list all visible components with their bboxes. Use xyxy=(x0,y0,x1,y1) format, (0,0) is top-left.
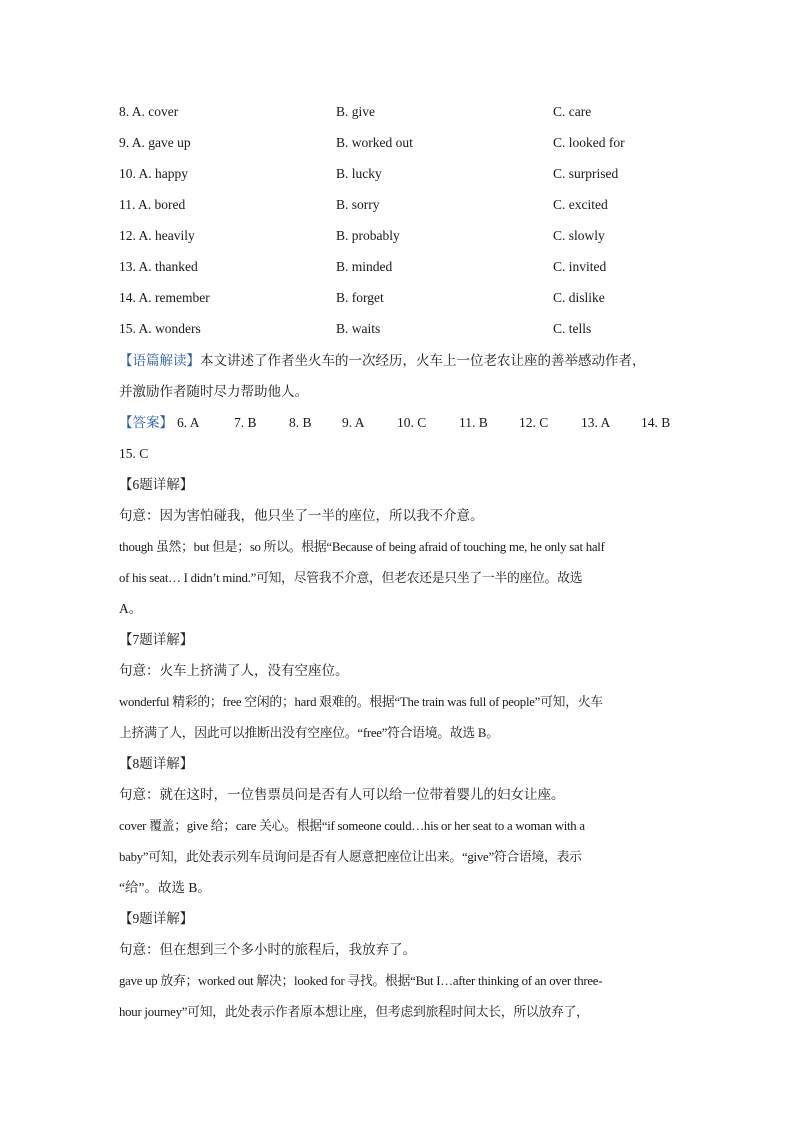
option-b: B. sorry xyxy=(336,197,380,212)
option-a: 15. A. wonders xyxy=(119,321,201,336)
option-row xyxy=(119,288,679,319)
q6-meaning: 句意：因为害怕碰我，他只坐了一半的座位，所以我不介意。 xyxy=(119,508,484,523)
q8-heading: 【8题详解】 xyxy=(119,756,194,771)
option-b: B. forget xyxy=(336,290,384,305)
option-b: B. minded xyxy=(336,259,393,274)
summary-line-1 xyxy=(119,350,679,381)
answer-item: 14. B xyxy=(641,415,671,430)
q9-heading: 【9题详解】 xyxy=(119,911,194,926)
option-list xyxy=(119,102,679,350)
q6-explain-1: though 虽然；but 但是；so 所以。根据“Because of being afraid of touching me, he only sat half xyxy=(119,540,605,554)
option-c: C. invited xyxy=(553,259,607,274)
option-a: 10. A. happy xyxy=(119,166,188,181)
option-row xyxy=(119,226,679,257)
q7-explain-2: 上挤满了人，因此可以推断出没有空座位。“free”符合语境。故选 B。 xyxy=(119,726,499,740)
option-c: C. tells xyxy=(553,321,592,336)
answer-last: 15. C xyxy=(119,446,149,461)
option-a: 11. A. bored xyxy=(119,197,186,212)
q8-explain-2: baby”可知，此处表示列车员询问是否有人愿意把座位让出来。“give”符合语境，表示 xyxy=(119,850,582,864)
option-row xyxy=(119,319,679,350)
q8-meaning: 句意：就在这时，一位售票员问是否有人可以给一位带着婴儿的妇女让座。 xyxy=(119,787,565,802)
option-c: C. dislike xyxy=(553,290,605,305)
answer-item: 12. C xyxy=(519,415,549,430)
option-c: C. care xyxy=(553,104,592,119)
answer-item: 9. A xyxy=(342,415,365,430)
q6-explain-3: A。 xyxy=(119,601,143,616)
q6-heading: 【6题详解】 xyxy=(119,477,194,492)
answer-tag: 【答案】 xyxy=(119,415,173,430)
answer-line xyxy=(119,412,679,443)
answer-item: 10. C xyxy=(397,415,427,430)
option-row xyxy=(119,164,679,195)
option-b: B. probably xyxy=(336,228,400,243)
answer-item: 8. B xyxy=(289,415,312,430)
option-c: C. slowly xyxy=(553,228,605,243)
q7-explain-1: wonderful 精彩的；free 空闲的；hard 艰难的。根据“The train was full of people”可知，火车 xyxy=(119,695,603,709)
option-a: 13. A. thanked xyxy=(119,259,198,274)
option-a: 8. A. cover xyxy=(119,104,179,119)
q8-explain-3: “给”。故选 B。 xyxy=(119,880,211,895)
q6-explain-2: of his seat… I didn’t mind.”可知，尽管我不介意，但老农还是只坐了一半的座位。故选 xyxy=(119,571,583,585)
option-row xyxy=(119,195,679,226)
option-a: 12. A. heavily xyxy=(119,228,195,243)
option-b: B. give xyxy=(336,104,375,119)
q9-explain-2: hour journey”可知，此处表示作者原本想让座，但考虑到旅程时间太长，所以放弃了， xyxy=(119,1005,589,1019)
option-b: B. waits xyxy=(336,321,381,336)
option-a: 9. A. gave up xyxy=(119,135,191,150)
answer-item: 13. A xyxy=(581,415,611,430)
option-c: C. excited xyxy=(553,197,608,212)
answer-item: 6. A xyxy=(177,415,200,430)
option-row xyxy=(119,133,679,164)
option-row xyxy=(119,102,679,133)
answer-item: 11. B xyxy=(459,415,488,430)
q9-meaning: 句意：但在想到三个多小时的旅程后，我放弃了。 xyxy=(119,942,416,957)
option-c: C. surprised xyxy=(553,166,619,181)
summary-line-2: 并激励作者随时尽力帮助他人。 xyxy=(119,384,308,399)
q9-explain-1: gave up 放弃；worked out 解决；looked for 寻找。根据“But I…after thinking of an over three- xyxy=(119,974,603,988)
q7-heading: 【7题详解】 xyxy=(119,632,194,647)
q8-explain-1: cover 覆盖；give 给；care 关心。根据“if someone could…his or her seat to a woman with a xyxy=(119,819,585,833)
summary-tag: 【语篇解读】 xyxy=(119,353,200,368)
explanation-body xyxy=(119,350,679,1032)
answer-item: 7. B xyxy=(234,415,257,430)
q7-meaning: 句意：火车上挤满了人，没有空座位。 xyxy=(119,663,349,678)
option-row xyxy=(119,257,679,288)
option-c: C. looked for xyxy=(553,135,625,150)
option-a: 14. A. remember xyxy=(119,290,210,305)
option-b: B. worked out xyxy=(336,135,413,150)
option-b: B. lucky xyxy=(336,166,382,181)
summary-text: 本文讲述了作者坐火车的一次经历，火车上一位老农让座的善举感动作者， xyxy=(200,353,646,368)
